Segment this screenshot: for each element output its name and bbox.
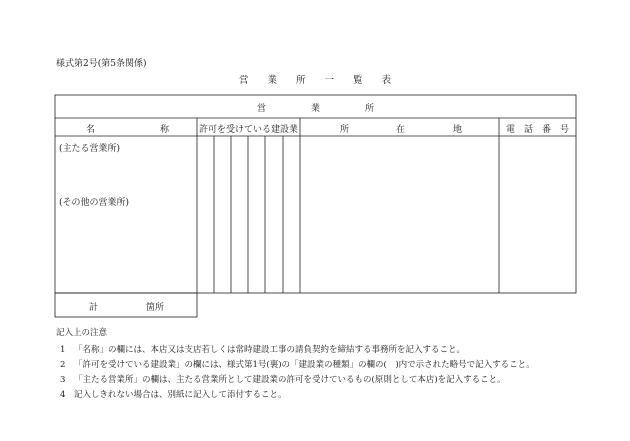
notes-title: 記入上の注意 <box>56 328 108 338</box>
note-item <box>60 343 465 355</box>
col-header-address-2: 在 <box>396 125 406 135</box>
note-item <box>60 388 287 400</box>
note-text: 「主たる営業所」の欄は、主たる営業所として建設業の許可を受けているもの(原則として本店)を記入すること。 <box>74 375 506 385</box>
row-label-other-offices: (その他の営業所) <box>59 198 130 208</box>
total-label-right: 箇所 <box>146 303 165 313</box>
col-header-permit: 許可を受けている建設業 <box>198 125 298 135</box>
note-item <box>60 373 506 385</box>
note-text: 「名称」の欄には、本店又は支店若しくは常時建設工事の請負契約を締結する事務所を記入すること。 <box>74 345 466 355</box>
col-header-address-1: 所 <box>340 125 350 135</box>
document-title: 営 業 所 一 覧 表 <box>238 75 391 86</box>
form-number: 様式第2号(第5条関係) <box>56 59 147 69</box>
col-header-phone: 電 話 番 号 <box>505 125 569 135</box>
note-text: 「許可を受けている建設業」の欄には、様式第1号(裏)の「建設業の種類」の欄の( )内で示された略号で記入すること。 <box>74 360 535 370</box>
note-number: 1 <box>60 345 66 355</box>
group-header-offices: 営 業 所 <box>256 104 374 114</box>
total-label-left: 計 <box>89 303 99 313</box>
note-number: 4 <box>60 390 66 400</box>
note-number: 3 <box>60 375 66 385</box>
col-header-name-left: 名 <box>86 125 96 135</box>
note-text: 記入しきれない場合は、別紙に記入して添付すること。 <box>74 390 287 400</box>
col-header-address-3: 地 <box>453 125 463 135</box>
row-label-main-office: (主たる営業所) <box>59 144 121 154</box>
note-item <box>60 358 535 370</box>
note-number: 2 <box>60 360 66 370</box>
col-header-name-right: 称 <box>160 125 170 135</box>
